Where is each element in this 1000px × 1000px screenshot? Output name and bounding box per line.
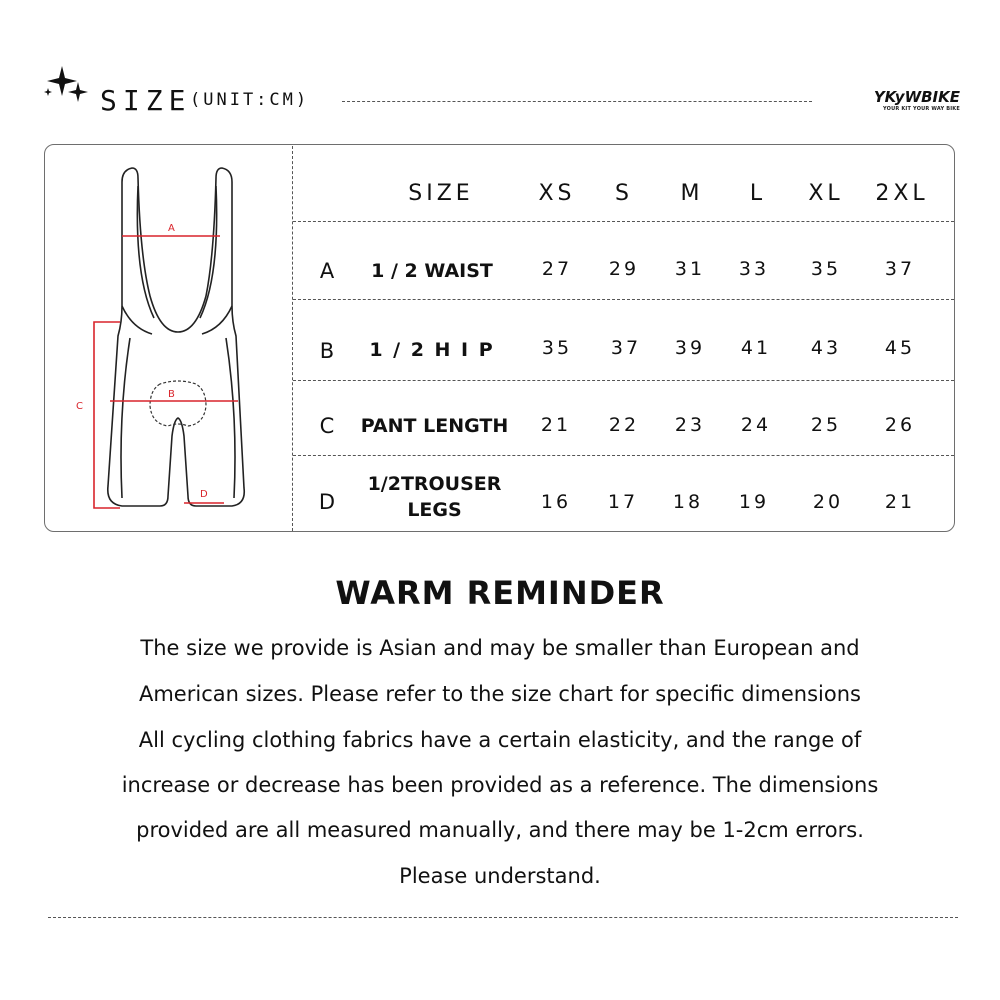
value-cell: 26: [884, 414, 916, 436]
reminder-line: American sizes. Please refer to the size chart for specific dimensions: [138, 682, 861, 706]
diagram-label-b: B: [168, 389, 175, 400]
row-label-waist: 1 / 2 WAIST: [371, 260, 493, 282]
inner-panel-left: [137, 186, 154, 318]
seam-left: [121, 338, 130, 498]
column-divider: [292, 146, 293, 531]
inner-panel-right: [200, 186, 217, 318]
value-cell: 35: [541, 337, 573, 359]
value-cell: 23: [674, 414, 706, 436]
row-letter-c: C: [319, 414, 335, 438]
reminder-line: provided are all measured manually, and there may be 1-2cm errors.: [136, 818, 864, 842]
sparkle-icon: [40, 62, 94, 112]
brand-name: YKyWBIKE: [873, 88, 960, 106]
size-header-2xl: 2XL: [875, 181, 929, 206]
value-cell: 45: [884, 337, 916, 359]
unit-label: (UNIT:CM): [190, 90, 310, 110]
value-cell: 22: [608, 414, 640, 436]
page-title: SIZE: [100, 84, 192, 117]
value-cell: 37: [884, 258, 916, 280]
header-divider: [342, 101, 812, 102]
strap-line-right: [202, 306, 232, 334]
row-divider: [293, 221, 954, 222]
bib-shorts-diagram: [60, 156, 260, 526]
size-header-m: M: [680, 181, 704, 206]
reminder-line: The size we provide is Asian and may be smaller than European and: [140, 636, 860, 660]
value-cell: 41: [740, 337, 772, 359]
diagram-label-a: A: [168, 223, 175, 234]
diagram-label-c: C: [76, 401, 83, 412]
header: [0, 0, 1000, 140]
brand-logo: [850, 88, 960, 112]
value-cell: 16: [540, 491, 572, 513]
row-letter-b: B: [319, 339, 335, 363]
value-cell: 24: [740, 414, 772, 436]
row-label-pant-length: PANT LENGTH: [360, 415, 509, 437]
chamois-pad: [150, 381, 206, 426]
value-cell: 37: [610, 337, 642, 359]
value-cell: 31: [674, 258, 706, 280]
value-cell: 19: [738, 491, 770, 513]
row-label-line: 1/2TROUSER: [367, 473, 502, 495]
value-cell: 29: [608, 258, 640, 280]
size-header-xl: XL: [808, 181, 844, 206]
row-divider: [293, 299, 954, 300]
row-letter-a: A: [319, 259, 335, 283]
row-label-line: LEGS: [407, 499, 462, 521]
row-divider: [293, 455, 954, 456]
value-cell: 17: [607, 491, 639, 513]
size-header-xs: XS: [538, 181, 576, 206]
value-cell: 43: [810, 337, 842, 359]
value-cell: 35: [810, 258, 842, 280]
row-letter-d: D: [318, 490, 336, 514]
footer-divider: [48, 917, 958, 918]
value-cell: 21: [884, 491, 916, 513]
strap-line-left: [122, 306, 152, 334]
reminder-line: increase or decrease has been provided as a reference. The dimensions: [121, 773, 879, 797]
value-cell: 21: [540, 414, 572, 436]
row-label-trouser-legs: [352, 471, 517, 523]
row-label-hip: 1 / 2 H I P: [369, 339, 495, 361]
reminder-line: Please understand.: [399, 864, 601, 888]
garment-outline: [108, 168, 244, 506]
value-cell: 27: [541, 258, 573, 280]
size-header-s: S: [615, 181, 633, 206]
size-column-header: SIZE: [408, 181, 474, 206]
seam-right: [226, 338, 235, 498]
reminder-title: WARM REMINDER: [335, 574, 665, 612]
value-cell: 39: [674, 337, 706, 359]
diagram-label-d: D: [200, 489, 208, 500]
size-header-l: L: [749, 181, 767, 206]
measure-line-c: [94, 322, 120, 508]
brand-tagline: YOUR KIT YOUR WAY BIKE: [883, 106, 960, 112]
value-cell: 18: [672, 491, 704, 513]
value-cell: 20: [812, 491, 844, 513]
value-cell: 25: [810, 414, 842, 436]
row-divider: [293, 380, 954, 381]
reminder-line: All cycling clothing fabrics have a certain elasticity, and the range of: [138, 728, 862, 752]
value-cell: 33: [738, 258, 770, 280]
